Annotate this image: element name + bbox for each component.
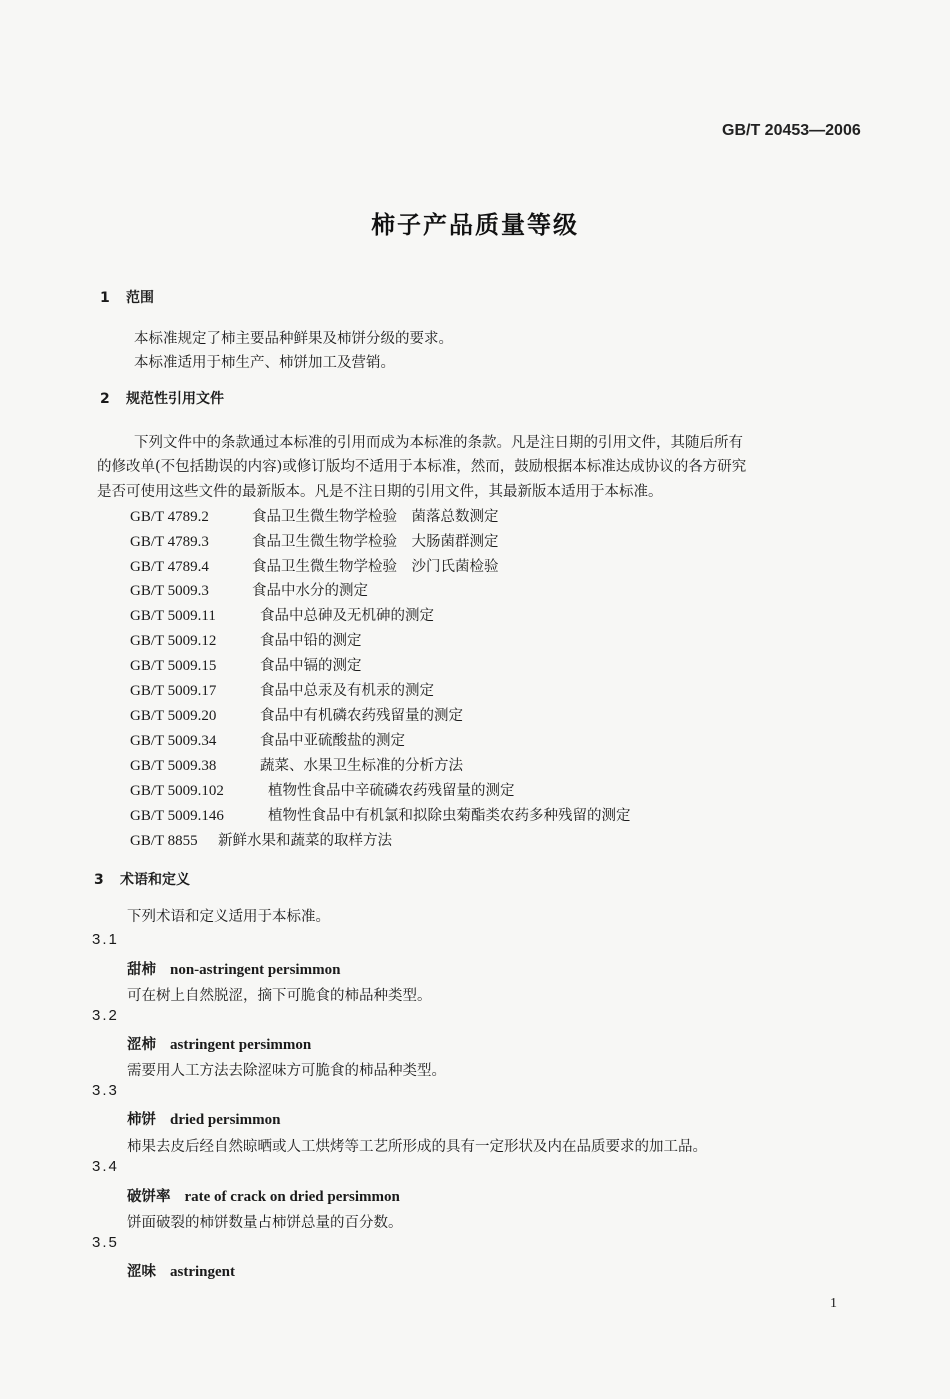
term-number: 3.2 [92, 1007, 119, 1024]
reference-code: GB/T 5009.12 [130, 633, 217, 649]
standard-code: GB/T 20453—2006 [722, 122, 861, 139]
term-definition: 需要用人工方法去除涩味方可脆食的柿品种类型。 [127, 1063, 446, 1079]
reference-title: 食品中总汞及有机汞的测定 [260, 683, 434, 699]
section-title: 术语和定义 [120, 872, 190, 888]
term-english: dried persimmon [170, 1112, 281, 1128]
term-english: astringent persimmon [170, 1037, 312, 1053]
term-chinese: 涩柿 [127, 1037, 156, 1053]
reference-code: GB/T 5009.102 [130, 783, 224, 799]
scope-line-1: 本标准规定了柿主要品种鲜果及柿饼分级的要求。 [134, 331, 453, 347]
reference-item [130, 679, 434, 700]
term-entry [127, 1185, 400, 1206]
term-definition: 饼面破裂的柿饼数量占柿饼总量的百分数。 [127, 1215, 403, 1231]
reference-code: GB/T 5009.15 [130, 658, 217, 674]
reference-item [130, 829, 392, 850]
reference-title: 食品卫生微生物学检验 菌落总数测定 [252, 509, 499, 525]
reference-item [130, 779, 515, 800]
section-3-heading [94, 869, 190, 889]
reference-code: GB/T 5009.146 [130, 808, 224, 824]
reference-item [130, 604, 434, 625]
term-english: astringent [170, 1264, 235, 1280]
reference-item [130, 729, 405, 750]
section-title: 范围 [126, 290, 154, 306]
section-2-heading [100, 388, 224, 408]
reference-title: 食品中水分的测定 [252, 583, 368, 599]
reference-title: 食品中镉的测定 [260, 658, 362, 674]
section-1-heading [100, 287, 154, 307]
term-entry [127, 1033, 311, 1054]
reference-code: GB/T 5009.17 [130, 683, 217, 699]
section-number: 1 [100, 290, 110, 306]
reference-title: 植物性食品中辛硫磷农药残留量的测定 [268, 783, 515, 799]
reference-item [130, 804, 631, 825]
reference-item [130, 629, 362, 650]
reference-item [130, 530, 499, 551]
term-chinese: 涩味 [127, 1264, 156, 1280]
reference-code: GB/T 5009.34 [130, 733, 217, 749]
section-title: 规范性引用文件 [126, 391, 224, 407]
term-number: 3.4 [92, 1158, 119, 1175]
reference-item [130, 579, 368, 600]
term-number: 3.3 [92, 1082, 119, 1099]
reference-title: 食品中有机磷农药残留量的测定 [260, 708, 463, 724]
reference-title: 食品中铅的测定 [260, 633, 362, 649]
term-english: rate of crack on dried persimmon [184, 1189, 400, 1205]
references-intro-line-2: 的修改单(不包括勘误的内容)或修订版均不适用于本标准，然而，鼓励根据本标准达成协议的各方研究 [97, 459, 747, 475]
term-chinese: 甜柿 [127, 962, 156, 978]
reference-item [130, 704, 463, 725]
document-title: 柿子产品质量等级 [371, 211, 579, 239]
references-intro-line-1: 下列文件中的条款通过本标准的引用而成为本标准的条款。凡是注日期的引用文件，其随后所有 [134, 435, 743, 451]
term-number: 3.1 [92, 931, 119, 948]
section-number: 2 [100, 391, 110, 407]
reference-code: GB/T 4789.2 [130, 509, 209, 525]
reference-code: GB/T 5009.38 [130, 758, 217, 774]
reference-code: GB/T 8855 [130, 833, 198, 849]
reference-code: GB/T 5009.3 [130, 583, 209, 599]
term-entry [127, 1108, 280, 1129]
term-chinese: 破饼率 [127, 1189, 171, 1205]
reference-code: GB/T 5009.20 [130, 708, 217, 724]
reference-title: 食品中亚硫酸盐的测定 [260, 733, 405, 749]
term-entry [127, 958, 340, 979]
terms-intro: 下列术语和定义适用于本标准。 [127, 909, 330, 925]
reference-title: 蔬菜、水果卫生标准的分析方法 [260, 758, 463, 774]
term-definition: 柿果去皮后经自然晾晒或人工烘烤等工艺所形成的具有一定形状及内在品质要求的加工品。 [127, 1139, 707, 1155]
reference-code: GB/T 5009.11 [130, 608, 216, 624]
reference-item [130, 754, 463, 775]
reference-title: 新鲜水果和蔬菜的取样方法 [218, 833, 392, 849]
term-number: 3.5 [92, 1234, 119, 1251]
reference-item [130, 654, 362, 675]
term-chinese: 柿饼 [127, 1112, 156, 1128]
reference-title: 食品卫生微生物学检验 大肠菌群测定 [252, 534, 499, 550]
reference-title: 植物性食品中有机氯和拟除虫菊酯类农药多种残留的测定 [268, 808, 631, 824]
reference-title: 食品卫生微生物学检验 沙门氏菌检验 [252, 559, 499, 575]
scope-line-2: 本标准适用于柿生产、柿饼加工及营销。 [134, 355, 395, 371]
reference-code: GB/T 4789.3 [130, 534, 209, 550]
section-number: 3 [94, 872, 104, 888]
term-entry [127, 1260, 235, 1281]
reference-title: 食品中总砷及无机砷的测定 [260, 608, 434, 624]
reference-code: GB/T 4789.4 [130, 559, 209, 575]
reference-item [130, 555, 499, 576]
term-definition: 可在树上自然脱涩，摘下可脆食的柿品种类型。 [127, 988, 432, 1004]
page-number: 1 [830, 1296, 837, 1311]
references-intro-line-3: 是否可使用这些文件的最新版本。凡是不注日期的引用文件，其最新版本适用于本标准。 [97, 484, 663, 500]
term-english: non-astringent persimmon [170, 962, 341, 978]
reference-item [130, 505, 499, 526]
